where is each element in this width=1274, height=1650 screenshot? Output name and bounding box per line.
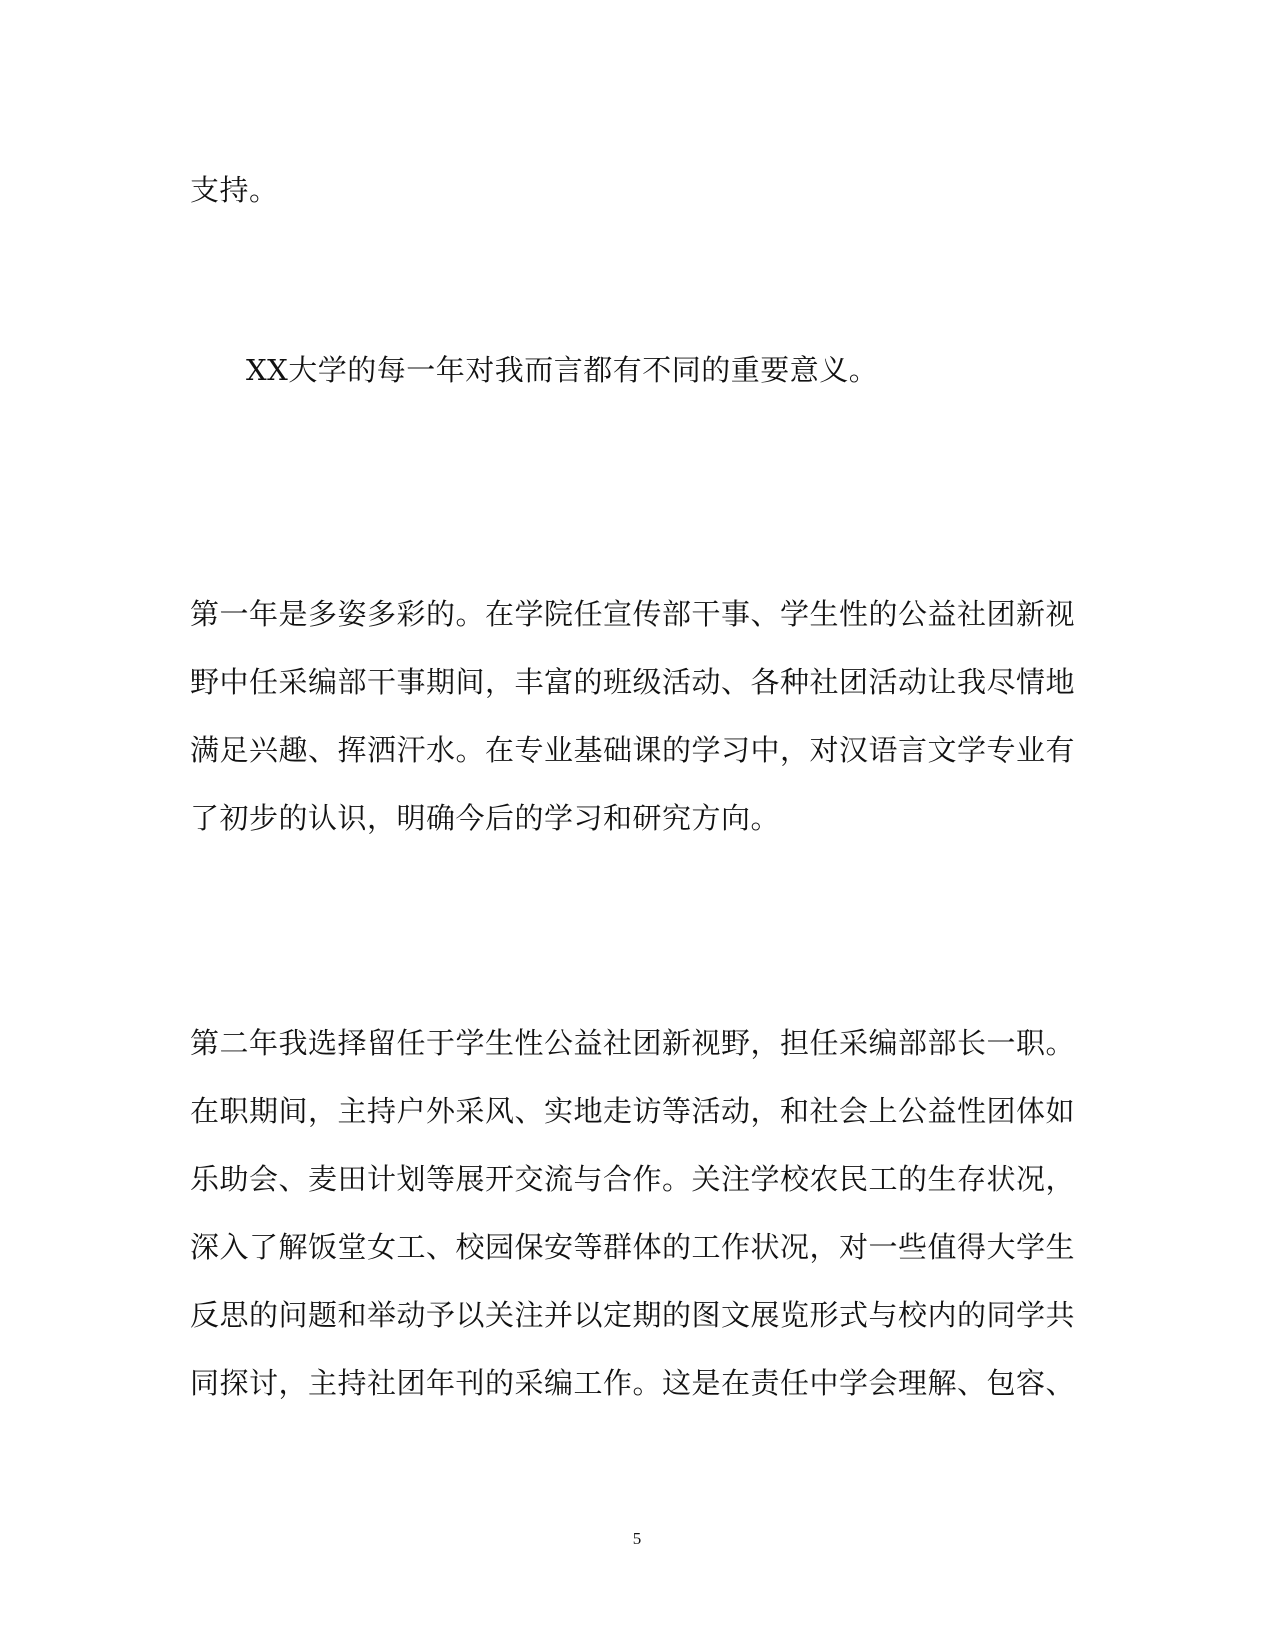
paragraph-line: 野中任采编部干事期间，丰富的班级活动、各种社团活动让我尽情地 bbox=[190, 665, 1076, 699]
paragraph-line: 同探讨，主持社团年刊的采编工作。这是在责任中学会理解、包容、 bbox=[190, 1366, 1076, 1400]
paragraph-line: XX大学的每一年对我而言都有不同的重要意义。 bbox=[246, 353, 879, 387]
paragraph-line: 深入了解饭堂女工、校园保安等群体的工作状况，对一些值得大学生 bbox=[190, 1230, 1076, 1264]
page-number: 5 bbox=[632, 1529, 642, 1548]
paragraph-line: 第二年我选择留任于学生性公益社团新视野，担任采编部部长一职。 bbox=[190, 1026, 1076, 1060]
paragraph-line: 在职期间，主持户外采风、实地走访等活动，和社会上公益性团体如 bbox=[190, 1094, 1076, 1128]
paragraph-line: 了初步的认识，明确今后的学习和研究方向。 bbox=[190, 801, 781, 835]
paragraph-line: 支持。 bbox=[190, 173, 279, 207]
paragraph-line: 第一年是多姿多彩的。在学院任宣传部干事、学生性的公益社团新视 bbox=[190, 597, 1076, 631]
paragraph-line: 乐助会、麦田计划等展开交流与合作。关注学校农民工的生存状况， bbox=[190, 1162, 1076, 1196]
paragraph-line: 反思的问题和举动予以关注并以定期的图文展览形式与校内的同学共 bbox=[190, 1298, 1076, 1332]
paragraph-line: 满足兴趣、挥洒汗水。在专业基础课的学习中，对汉语言文学专业有 bbox=[190, 733, 1076, 767]
